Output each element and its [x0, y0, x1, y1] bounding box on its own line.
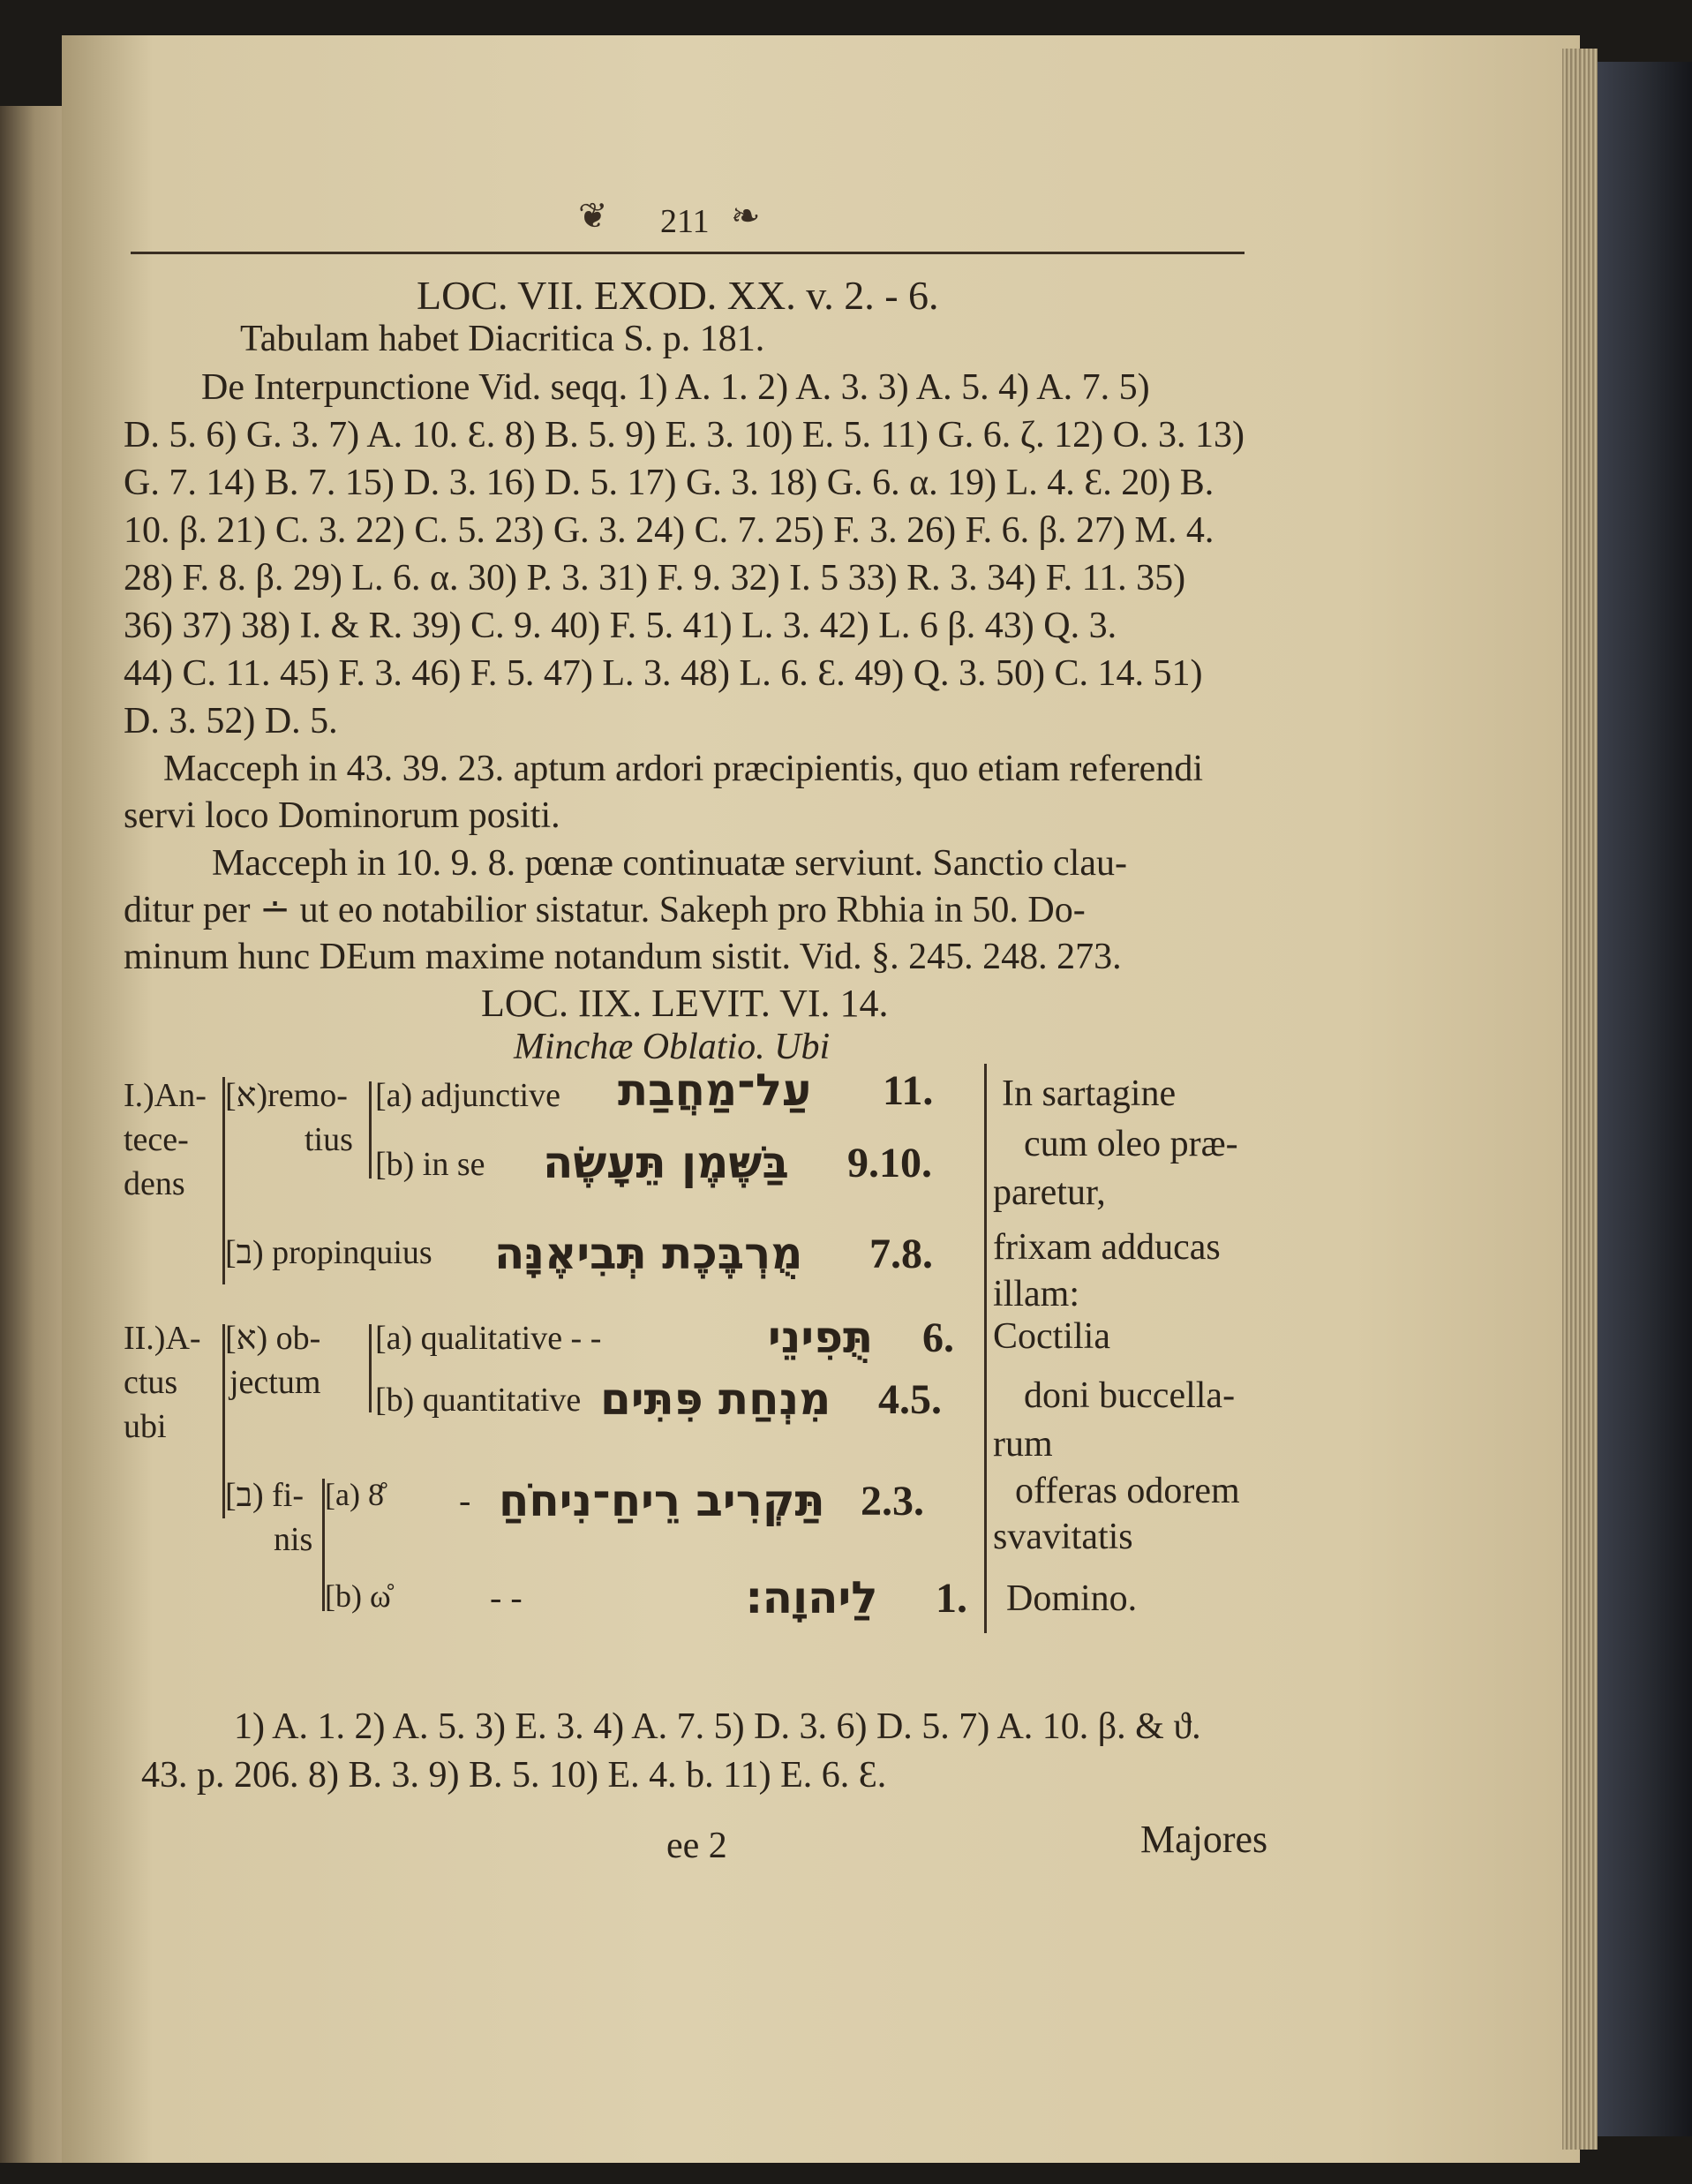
translation-line: paretur, [993, 1172, 1106, 1213]
word-number: 9.10. [847, 1140, 932, 1186]
translation-line: illam: [993, 1274, 1079, 1314]
remotius-label: [א)remo- [225, 1077, 348, 1114]
finis-label: [ב) fi- [225, 1477, 305, 1514]
interp-line: D. 3. 52) D. 5. [124, 701, 338, 742]
translation-line: rum [993, 1424, 1053, 1465]
catchword: Majores [1140, 1818, 1268, 1861]
section2-subheading: Minchæ Oblatio. Ubi [514, 1027, 831, 1067]
translation-line: Domino. [1006, 1578, 1138, 1619]
qualitative-label: [a) qualitative - - [375, 1320, 602, 1357]
paragraph-line: ditur per ∸ ut eo notabilior sistatur. Sakeph pro Rbhia in 50. Do- [124, 890, 1086, 930]
signature-mark: ee 2 [666, 1826, 727, 1866]
interp-line: 36) 37) 38) I. & R. 39) C. 9. 40) F. 5. 41) L. 3. 42) L. 6 β. 43) Q. 3. [124, 606, 1117, 646]
brace-translation [984, 1064, 987, 1633]
hebrew-phrase: לַיהוָה׃ [746, 1572, 878, 1623]
in-se-label: [b) in se [375, 1146, 485, 1183]
adjunctive-label: [a) adjunctive [375, 1077, 560, 1114]
interp-line: 44) C. 11. 45) F. 3. 46) F. 5. 47) L. 3. 48) L. 6. Ɛ. 49) Q. 3. 50) C. 14. 51) [124, 653, 1203, 694]
antecedens-label: tece- [124, 1121, 189, 1158]
actus-label: ubi [124, 1408, 167, 1445]
brace-remotius [369, 1081, 372, 1179]
ornament-right-icon: ❧ [731, 196, 761, 237]
table-reference: Tabulam habet Diacritica S. p. 181. [240, 319, 765, 359]
accent-a-label: [a) 8̊ [325, 1477, 384, 1512]
ornament-left-icon: ❦ [578, 196, 608, 237]
antecedens-label: I.)An- [124, 1077, 207, 1114]
hebrew-phrase: מֻרְבֶּכֶת תְּבִיאֶנָּה [494, 1228, 803, 1279]
hebrew-phrase: תֻּפִינֵי [768, 1312, 874, 1363]
interp-line: 28) F. 8. β. 29) L. 6. α. 30) P. 3. 31) F. 9. 32) I. 5 33) R. 3. 34) F. 11. 35) [124, 558, 1186, 599]
page-edges [1562, 49, 1598, 2150]
left-page-edge [0, 106, 66, 2163]
page-number: 211 [660, 203, 710, 240]
objectum-label: jectum [229, 1364, 321, 1401]
quantitative-label: [b) quantitative [375, 1382, 582, 1419]
section2-heading: LOC. IIX. LEVIT. VI. 14. [481, 982, 889, 1025]
section1-heading: LOC. VII. EXOD. XX. v. 2. - 6. [417, 273, 939, 318]
interp-line: De Interpunctione Vid. seqq. 1) A. 1. 2) A. 3. 3) A. 5. 4) A. 7. 5) [201, 367, 1150, 408]
hebrew-phrase: עַל־מַחֲבַת [618, 1065, 812, 1116]
interp-line: D. 5. 6) G. 3. 7) A. 10. Ɛ. 8) B. 5. 9) E. 3. 10) E. 5. 11) G. 6. ζ. 12) O. 3. 13) [124, 415, 1245, 456]
translation-line: svavitatis [993, 1517, 1133, 1557]
word-number: 7.8. [869, 1231, 933, 1277]
footnote-line: 43. p. 206. 8) B. 3. 9) B. 5. 10) E. 4. b. 11) E. 6. Ɛ. [141, 1755, 887, 1796]
interp-line: 10. β. 21) C. 3. 22) C. 5. 23) G. 3. 24) C. 7. 25) F. 3. 26) F. 6. β. 27) M. 4. [124, 510, 1214, 551]
translation-line: doni buccella- [1024, 1375, 1236, 1416]
translation-line: Coctilia [993, 1316, 1110, 1357]
brace-objectum [369, 1324, 372, 1412]
finis-label: nis [274, 1521, 313, 1558]
hebrew-phrase: תַּקְרִיב רֵיחַ־נִיחֹחַ [499, 1475, 825, 1526]
word-number: 1. [936, 1575, 967, 1622]
remotius-label: tius [305, 1121, 353, 1158]
accent-b-label: [b) ω̊ [325, 1578, 391, 1614]
word-number: 11. [883, 1067, 934, 1114]
propinquius-label: [ב) propinquius [225, 1234, 432, 1271]
translation-line: cum oleo præ- [1024, 1124, 1238, 1164]
dash: - - [490, 1578, 523, 1617]
translation-line: offeras odorem [1015, 1471, 1240, 1511]
header-rule [131, 252, 1245, 254]
word-number: 2.3. [861, 1478, 924, 1525]
actus-label: II.)A- [124, 1320, 201, 1357]
dash: - [459, 1480, 471, 1520]
paragraph-line: minum hunc DEum maxime notandum sistit. Vid. §. 245. 248. 273. [124, 937, 1122, 977]
actus-label: ctus [124, 1364, 178, 1401]
word-number: 4.5. [878, 1376, 942, 1423]
antecedens-label: dens [124, 1165, 185, 1202]
paragraph-line: Macceph in 43. 39. 23. aptum ardori præcipientis, quo etiam referendi [163, 749, 1203, 789]
translation-line: In sartagine [1002, 1073, 1177, 1114]
interp-line: G. 7. 14) B. 7. 15) D. 3. 16) D. 5. 17) G. 3. 18) G. 6. α. 19) L. 4. Ɛ. 20) B. [124, 463, 1214, 503]
hebrew-phrase: בַּשֶּׁמֶן תֵּעָשֶׂה [543, 1137, 789, 1188]
word-number: 6. [922, 1314, 954, 1361]
book-cover [1598, 62, 1692, 2136]
footnote-line: 1) A. 1. 2) A. 5. 3) E. 3. 4) A. 7. 5) D. 3. 6) D. 5. 7) A. 10. β. & ϑ. [234, 1706, 1201, 1747]
hebrew-phrase: מִנְחַת פִּתִּים [600, 1374, 831, 1425]
paragraph-line: Macceph in 10. 9. 8. pœnæ continuatæ serviunt. Sanctio clau- [212, 843, 1127, 884]
objectum-label: [א) ob- [225, 1320, 321, 1357]
translation-line: frixam adducas [993, 1227, 1221, 1268]
paragraph-line: servi loco Dominorum positi. [124, 795, 560, 836]
